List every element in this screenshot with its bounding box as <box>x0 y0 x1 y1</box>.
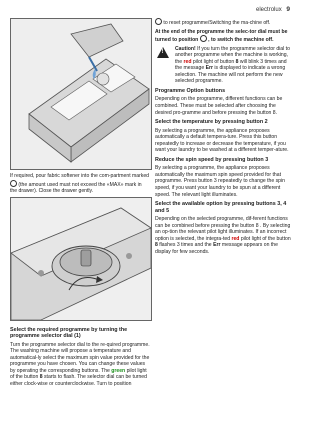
switch-off-instruction: At the end of the programme the selec-tor dial must be turned to position , to switch the machine off. <box>155 28 288 44</box>
temperature-title: Select the temperature by pressing button 2 <box>155 119 268 126</box>
off-position-icon <box>200 35 207 42</box>
programme-options-body: Depending on the programme, different functions can be combined. These must be selected after choosing the desired pro-gramme and before pressing the button 8. <box>155 96 283 116</box>
softener-caption: If required, pour fabric softener into the com-partment marked (the amount used must not exceed the «MAX» mark in the drawer). Close the drawer gently. <box>10 173 150 195</box>
detergent-drawer-illustration <box>10 18 152 170</box>
temperature-body: By selecting a programme, the appliance proposes automatically a default tempera-ture. Press this button repeatedly to increase or decrease the temperature, if you want your laundry to be washed at a different temper-ature. <box>155 127 289 154</box>
left-column <box>10 18 150 390</box>
off-position-icon <box>155 18 162 25</box>
flower-symbol-icon <box>10 180 17 187</box>
spin-speed-title: Reduce the spin speed by pressing button 3 <box>155 156 269 163</box>
reset-line: to reset programme/Switching the ma-chine off. <box>155 18 291 27</box>
available-option-title: Select the available option by pressing buttons 3, 4 and 5 <box>155 201 287 214</box>
caution-note: ! Caution! If you turn the programme selector dial to another programme when the machine is working, the red pilot light of button 8 will blink 3 times and the message Err is displayed to indicate a wrong selection. The machine will not perform the new selected programme. <box>155 46 291 85</box>
section-programme-selector-body: Turn the programme selector dial to the re-quired programme. The washing machine will propose a temperature and automatical-ly select the maximum spin value provided for the programme you have chosen. You can change these values by operating the corresponding buttons. The green pilot light of the button 8 starts to flash. The selector dial can be turned either clock-wise or counterclockwise. Turn to position <box>10 341 150 388</box>
available-option-body: Depending on the selected programme, dif-ferent functions can be combined before pressing the button 8 . By selecting an op-tion the relevant pilot light illuminates. If an incorrect option is selected, the integra-ted red pilot light of the button 8 flashes 3 times and the Err message appears on the display for few seconds. <box>155 216 291 255</box>
control-panel-illustration <box>10 197 152 321</box>
spin-speed-body: By selecting a programme, the appliance proposes automatically the maximum spin speed provided for that programme. Press button 3 repeatedly to change the spin speed, if you want your laundry to be spun at a different speed. The relevant light illuminates. <box>155 165 285 198</box>
page-header <box>256 6 290 13</box>
page-number: 9 <box>286 6 290 13</box>
brand-name: electrolux <box>256 7 282 13</box>
right-column <box>155 18 291 258</box>
section-programme-selector-title: Select the required programme by turning the programme selector dial (1) <box>10 326 128 340</box>
warning-triangle-icon <box>157 47 169 58</box>
programme-options-title: Programme Option buttons <box>155 87 226 94</box>
